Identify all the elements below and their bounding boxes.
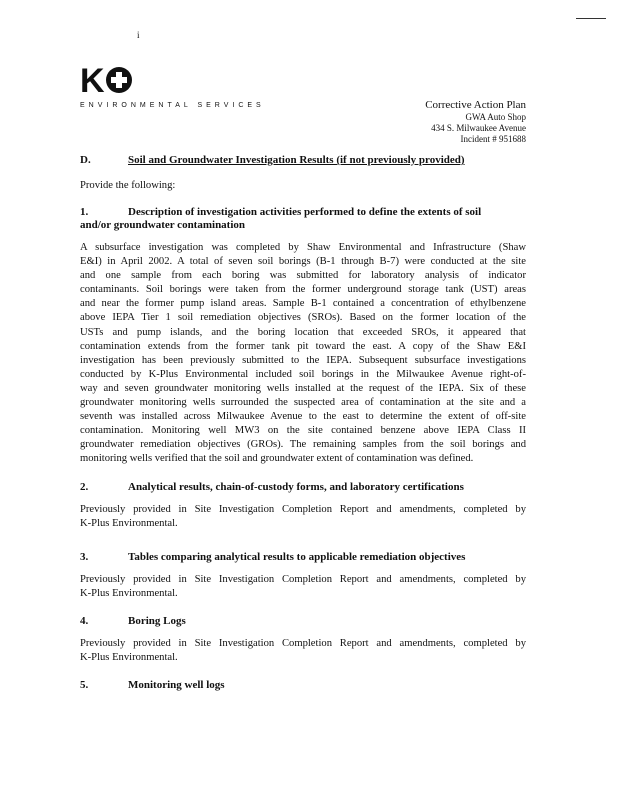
item-number: 5.: [80, 679, 89, 692]
section-letter: D.: [80, 154, 91, 166]
text-line: seventh was installed across Milwaukee Avenue to the east to determine the extent of off-site: [80, 411, 526, 423]
item-title: Analytical results, chain-of-custody forms, and laboratory certifications: [128, 480, 464, 493]
text-line: E&I) in April 2002. A total of seven soil borings (B-1 through B-7) were conducted at the site: [80, 256, 526, 268]
scan-mark: [576, 18, 606, 19]
section-title: Soil and Groundwater Investigation Results (if not previously provided): [128, 154, 465, 166]
item-heading: [80, 679, 526, 692]
text-line: K-Plus Environmental.: [80, 651, 178, 663]
text-line: investigation has been previously submitted to the IEPA. Subsequent subsurface investigations: [80, 354, 526, 366]
text-line: way and seven groundwater monitoring wells installed at the request of the IEPA. Six of these: [80, 382, 526, 394]
item-5: [80, 679, 526, 692]
site-name: GWA Auto Shop: [465, 112, 526, 122]
text-line: K-Plus Environmental.: [80, 587, 178, 599]
item-number: 2.: [80, 480, 89, 493]
item-title: Description of investigation activities performed to define the extents of soil: [128, 206, 482, 218]
item-number: 3.: [80, 550, 89, 563]
item-paragraph: [80, 241, 526, 467]
company-logo: K: [80, 64, 132, 98]
text-line: and one sample from each boring was submitted for laboratory analysis of indicator: [80, 270, 526, 282]
text-line: groundwater monitoring wells surrounded the suspected area of contamination at the site and a: [80, 397, 526, 409]
document-body: [80, 154, 526, 692]
site-address: 434 S. Milwaukee Avenue: [431, 123, 526, 133]
item-3: [80, 551, 526, 601]
text-line: contaminants. Soil borings were taken from the former underground storage tank (UST) areas: [80, 284, 526, 296]
item-heading: [80, 551, 526, 564]
item-1: [80, 206, 526, 467]
item-paragraph: [80, 503, 526, 531]
item-number: 4.: [80, 614, 89, 627]
document-header: [425, 99, 526, 145]
item-heading: [80, 206, 526, 219]
text-line: contamination. Monitoring well MW3 on the site contained benzene above IEPA Class II: [80, 425, 526, 437]
item-title-cont: and/or groundwater contamination: [80, 219, 246, 231]
logo-tagline: ENVIRONMENTAL SERVICES: [80, 102, 265, 109]
text-line: monitoring wells verified that the soil and groundwater extent of contamination was defined.: [80, 453, 474, 465]
item-paragraph: [80, 573, 526, 601]
item-heading: [80, 615, 526, 628]
item-4: [80, 615, 526, 665]
section-intro: Provide the following:: [80, 180, 176, 191]
text-line: and near the former pump island areas. Sample B-1 contained a concentration of ethylbenzene: [80, 298, 526, 310]
item-title: Boring Logs: [128, 614, 186, 627]
text-line: A subsurface investigation was completed by Shaw Environmental and Infrastructure (Shaw: [80, 242, 526, 253]
text-line: USTs and pump islands, and the boring location that exceeded SROs, it appeared that: [80, 326, 526, 338]
item-paragraph: [80, 637, 526, 665]
incident-number: Incident # 951688: [460, 134, 526, 144]
document-title: Corrective Action Plan: [425, 99, 526, 111]
text-line: conducted by K-Plus Environmental included soil borings in the Milwaukee Avenue right-of-: [80, 368, 526, 380]
item-number: 1.: [80, 206, 89, 218]
item-title: Monitoring well logs: [128, 679, 225, 692]
item-2: [80, 481, 526, 531]
text-line: contamination extends from the former tank pit toward the east. A copy of the Shaw E&I: [80, 340, 526, 352]
text-line: above IEPA Tier 1 soil remediation objectives (SROs). Based on the former location of the: [80, 312, 526, 324]
item-title: Tables comparing analytical results to applicable remediation objectives: [128, 550, 466, 563]
item-heading: [80, 481, 526, 494]
text-line: K-Plus Environmental.: [80, 517, 178, 529]
scan-speck: i: [137, 30, 140, 40]
section-heading: [80, 154, 526, 167]
text-line: Previously provided in Site Investigation Completion Report and amendments, completed by: [80, 637, 526, 649]
text-line: Previously provided in Site Investigation Completion Report and amendments, completed by: [80, 573, 526, 585]
text-line: Previously provided in Site Investigation Completion Report and amendments, completed by: [80, 503, 526, 515]
text-line: groundwater remediation objectives (GROs). The remaining samples from the soil borings and: [80, 439, 526, 451]
